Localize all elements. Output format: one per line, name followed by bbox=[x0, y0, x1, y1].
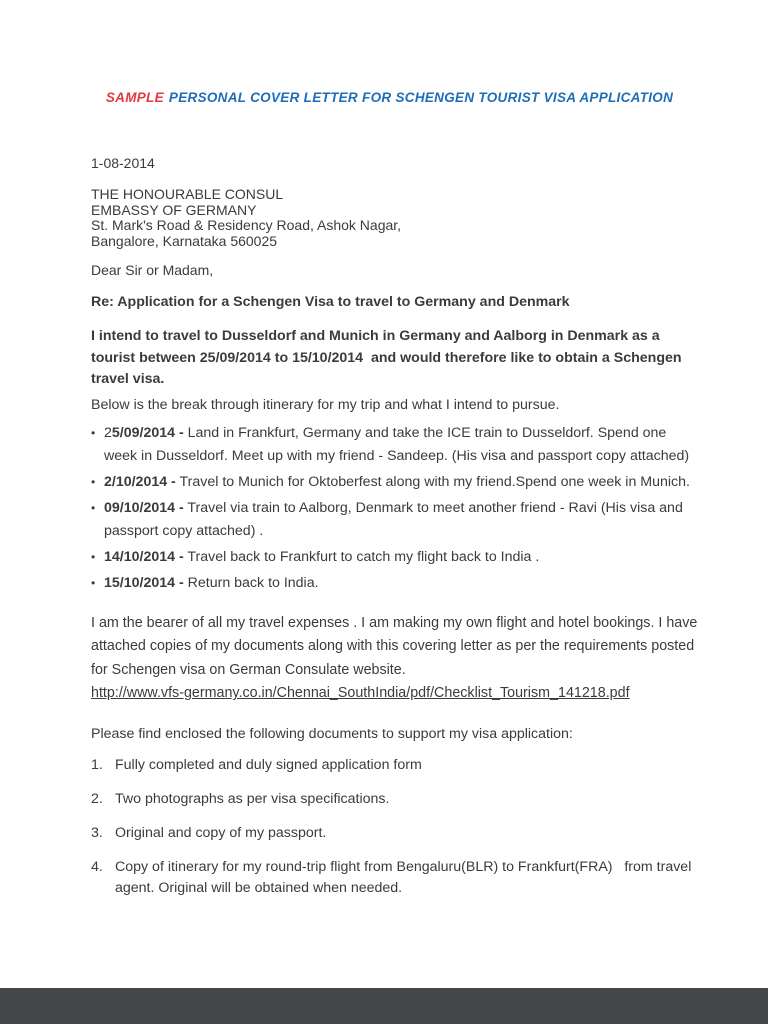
viewer-background-strip bbox=[0, 988, 768, 1024]
enclosure-item bbox=[91, 789, 705, 810]
recipient-address bbox=[91, 187, 688, 249]
enclosure-text: Original and copy of my passport. bbox=[115, 825, 327, 842]
intent-paragraph: I intend to travel to Dusseldorf and Munich in Germany and Aalborg in Denmark as a tourist between 25/09/2014 to 15/10/2014 and would therefore like to obtain a Schengen travel visa. bbox=[91, 328, 686, 388]
bullet-icon: • bbox=[91, 474, 96, 489]
enclosure-item bbox=[91, 857, 705, 899]
itinerary-intro: Below is the break through itinerary for my trip and what I intend to pursue. bbox=[91, 396, 560, 413]
itinerary-date: 09/10/2014 - bbox=[104, 499, 184, 516]
itinerary-text: Travel to Munich for Oktoberfest along with my friend.Spend one week in Munich. bbox=[175, 473, 690, 490]
itinerary-text: Land in Frankfurt, Germany and take the ICE train to Dusseldorf. Spend one week in Dusseldorf. Meet up with my friend - Sandeep. (His visa and passport copy attached) bbox=[104, 424, 690, 464]
bullet-icon: • bbox=[91, 425, 96, 440]
title-sample-label: SAMPLE bbox=[105, 90, 164, 105]
enclosure-number: 4. bbox=[91, 859, 103, 876]
bullet-icon: • bbox=[91, 575, 96, 590]
enclosure-item bbox=[91, 823, 705, 844]
bullet-icon: • bbox=[91, 549, 96, 564]
enclosure-text: Two photographs as per visa specifications. bbox=[115, 791, 390, 808]
enclosure-number: 1. bbox=[91, 757, 103, 774]
expenses-paragraph: I am the bearer of all my travel expenses . I am making my own flight and hotel bookings. I have attached copies of my documents along with this covering letter as per the requirements posted for Schengen visa on German Consulate website. bbox=[91, 614, 702, 678]
enclosures-list bbox=[91, 755, 696, 899]
recipient-line: St. Mark's Road & Residency Road, Ashok Nagar, bbox=[91, 217, 402, 234]
itinerary-date: 15/10/2014 - bbox=[104, 574, 184, 591]
itinerary-text: Return back to India. bbox=[183, 574, 319, 591]
recipient-line: EMBASSY OF GERMANY bbox=[91, 201, 257, 218]
itinerary-date-prefix: 2 bbox=[104, 424, 112, 441]
recipient-line: Bangalore, Karnataka 560025 bbox=[91, 232, 278, 249]
enclosure-text: Fully completed and duly signed application form bbox=[115, 757, 422, 774]
bullet-icon: • bbox=[91, 500, 96, 515]
letter-date: 1-08-2014 bbox=[91, 155, 155, 171]
document-title bbox=[91, 0, 688, 106]
subject-line: Re: Application for a Schengen Visa to travel to Germany and Denmark bbox=[91, 294, 570, 311]
itinerary-date: 5/09/2014 - bbox=[111, 424, 184, 441]
itinerary-item bbox=[91, 471, 691, 494]
itinerary-date: 14/10/2014 - bbox=[104, 548, 184, 565]
itinerary-item bbox=[91, 546, 691, 569]
itinerary-item bbox=[91, 497, 691, 543]
itinerary-text: Travel via train to Aalborg, Denmark to meet another friend - Ravi (His visa and passport copy attached) . bbox=[104, 499, 687, 539]
title-main-label: PERSONAL COVER LETTER FOR SCHENGEN TOURIST VISA APPLICATION bbox=[168, 90, 674, 105]
itinerary-list bbox=[91, 422, 688, 595]
enclosure-text: Copy of itinerary for my round-trip flight from Bengaluru(BLR) to Frankfurt(FRA) from travel agent. Original will be obtained when needed. bbox=[115, 859, 696, 897]
checklist-link[interactable]: http://www.vfs-germany.co.in/Chennai_SouthIndia/pdf/Checklist_Tourism_141218.pdf bbox=[91, 685, 630, 702]
salutation: Dear Sir or Madam, bbox=[91, 262, 214, 279]
itinerary-date: 2/10/2014 - bbox=[104, 473, 176, 490]
enclosures-intro: Please find enclosed the following documents to support my visa application: bbox=[91, 726, 573, 743]
itinerary-item bbox=[91, 572, 691, 595]
enclosure-item bbox=[91, 755, 705, 776]
enclosure-number: 3. bbox=[91, 825, 103, 842]
enclosure-number: 2. bbox=[91, 791, 103, 808]
recipient-line: THE HONOURABLE CONSUL bbox=[91, 186, 284, 202]
itinerary-item bbox=[91, 422, 691, 468]
itinerary-text: Travel back to Frankfurt to catch my flight back to India . bbox=[183, 548, 540, 565]
